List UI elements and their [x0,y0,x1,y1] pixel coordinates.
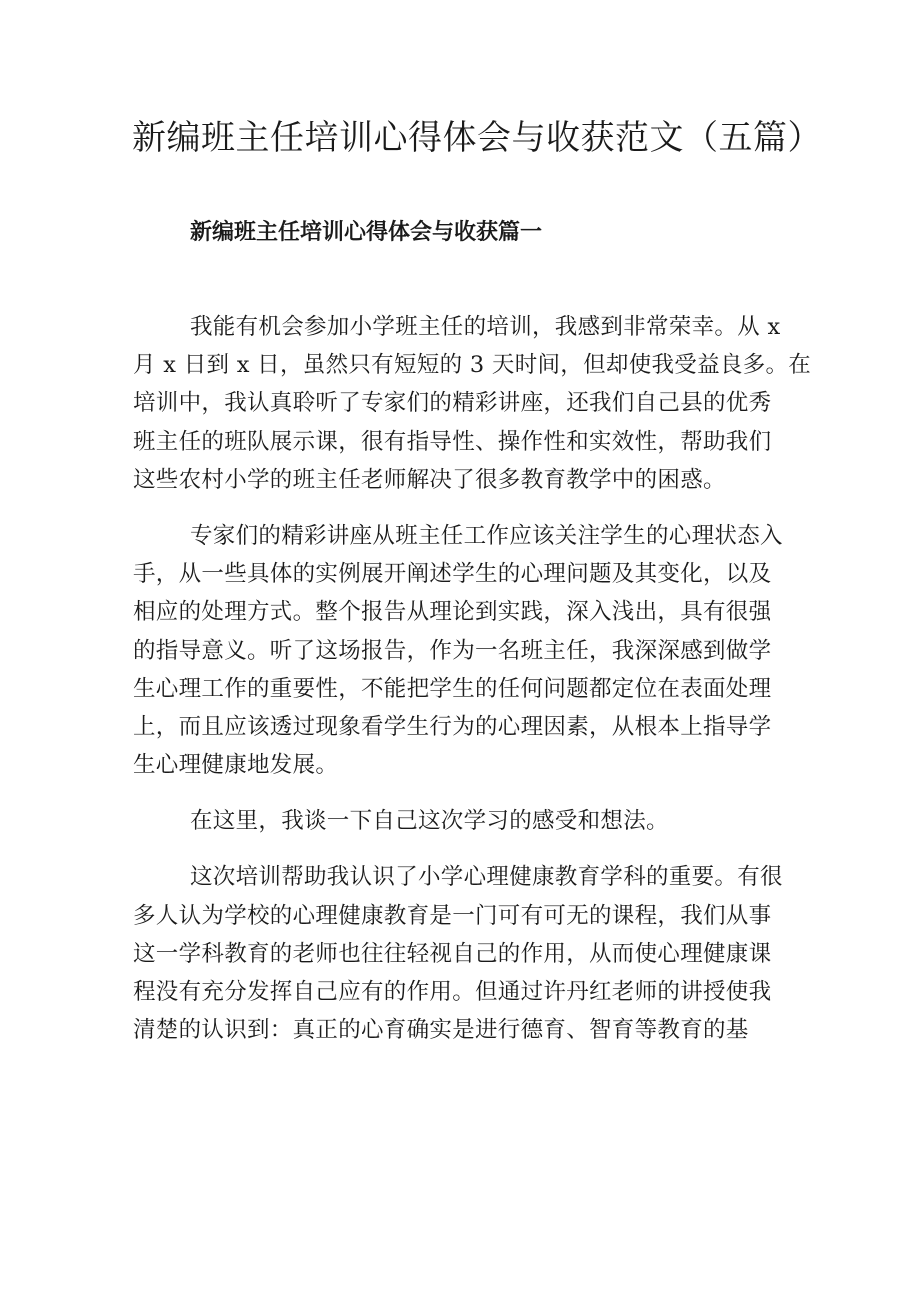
text-line: 生心理工作的重要性，不能把学生的任何问题都定位在表面处理 [133,675,772,702]
text-line: 我能有机会参加小学班主任的培训，我感到非常荣幸。从 x [190,314,781,340]
text-line: 多人认为学校的心理健康教育是一门可有可无的课程，我们从事 [133,902,772,929]
text-line: 这一学科教育的老师也往往轻视自己的作用，从而使心理健康课 [133,940,772,967]
paragraph-1 [133,308,812,499]
text-line: 相应的处理方式。整个报告从理论到实践，深入浅出，具有很强 [133,599,772,626]
paragraph-spacer [133,499,795,517]
paragraph-spacer [133,840,795,858]
text-line: 培训中，我认真聆听了专家们的精彩讲座，还我们自己县的优秀 [133,390,772,417]
paragraph-2 [133,517,795,784]
document-title: 新编班主任培训心得体会与收获范文（五篇） [132,118,822,158]
text-line: 班主任的班队展示课，很有指导性、操作性和实效性，帮助我们 [133,428,772,455]
text-line: 清楚的认识到：真正的心育确实是进行德育、智育等教育的基 [133,1017,749,1044]
text-line: 这些农村小学的班主任老师解决了很多教育教学中的困惑。 [133,466,726,493]
paragraph-3 [133,802,795,840]
document-body [133,308,812,1049]
text-line: 程没有充分发挥自己应有的作用。但通过许丹红老师的讲授使我 [133,979,772,1005]
text-line: 这次培训帮助我认识了小学心理健康教育学科的重要。有很 [190,864,783,891]
paragraph-spacer [133,784,795,802]
text-line: 手，从一些具体的实例展开阐述学生的心理问题及其变化，以及 [133,561,772,588]
text-line: 生心理健康地发展。 [133,752,339,779]
text-line: 月 x 日到 x 日，虽然只有短短的 3 天时间，但却使我受益良多。在 [133,352,812,379]
paragraph-4 [133,858,795,1049]
section-heading: 新编班主任培训心得体会与收获篇一 [190,219,543,245]
text-line: 专家们的精彩讲座从班主任工作应该关注学生的心理状态入 [190,522,783,549]
text-line: 在这里，我谈一下自己这次学习的感受和想法。 [190,808,669,835]
text-line: 的指导意义。听了这场报告，作为一名班主任，我深深感到做学 [133,637,772,664]
text-line: 上，而且应该透过现象看学生行为的心理因素，从根本上指导学 [133,713,772,740]
